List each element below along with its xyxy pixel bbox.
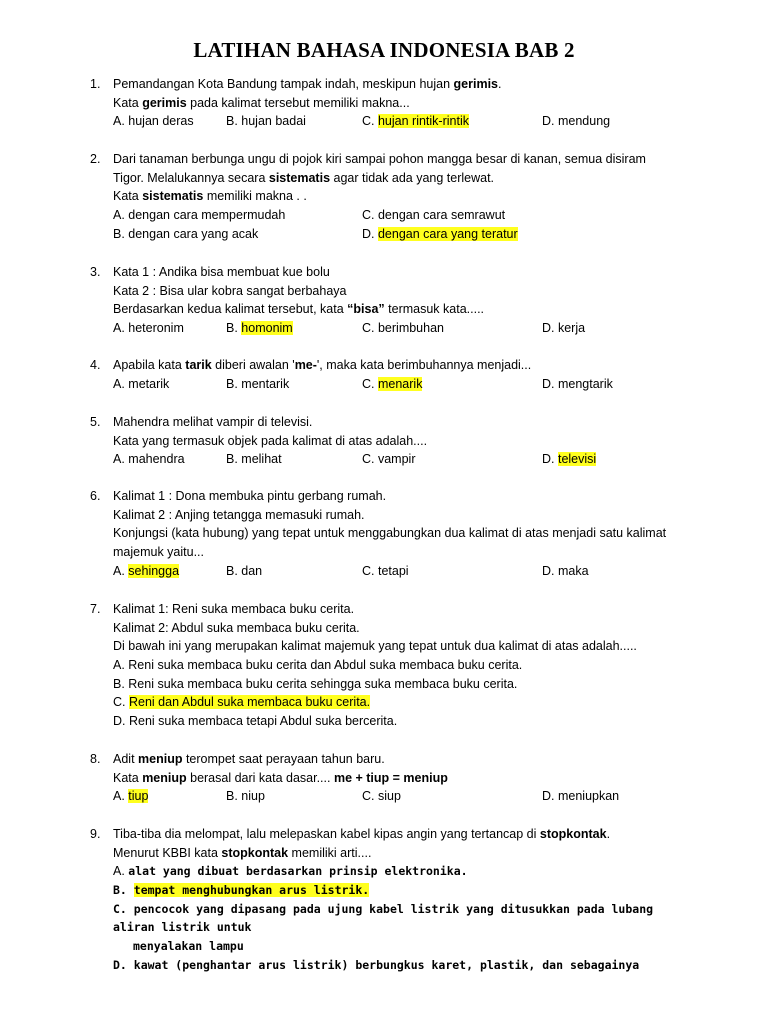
- option-d[interactable]: D. dengan cara yang teratur: [362, 226, 518, 241]
- option-c[interactable]: C. vampir: [362, 452, 416, 467]
- question-number: 2.: [90, 152, 101, 166]
- answer-highlight: homonim: [241, 321, 293, 336]
- option-b[interactable]: B. dan: [226, 563, 263, 578]
- question-prompt: Berdasarkan kedua kalimat tersebut, kata “bisa” termasuk kata.....: [113, 302, 485, 317]
- question-text: Adit meniup terompet saat perayaan tahun baru.: [113, 752, 385, 766]
- option-c[interactable]: C. Reni dan Abdul suka membaca buku cerita.: [113, 695, 371, 710]
- question-number: 1.: [90, 77, 101, 91]
- options-row: [113, 562, 690, 581]
- question-prompt: majemuk yaitu...: [113, 545, 205, 560]
- option-c[interactable]: C. siup: [362, 789, 401, 804]
- option-c[interactable]: C. tetapi: [362, 563, 409, 578]
- option-c[interactable]: C. hujan rintik-rintik: [362, 114, 469, 129]
- option-a[interactable]: A. sehingga: [113, 563, 180, 578]
- question-number: 7.: [90, 602, 101, 616]
- answer-highlight: televisi: [557, 452, 597, 467]
- option-c[interactable]: C. menarik: [362, 376, 423, 391]
- question-number: 3.: [90, 265, 101, 279]
- option-d[interactable]: D. meniupkan: [542, 789, 620, 804]
- option-c[interactable]: C. berimbuhan: [362, 321, 444, 336]
- option-a[interactable]: A. heteronim: [113, 321, 184, 336]
- answer-highlight: Reni dan Abdul suka membaca buku cerita.: [128, 695, 371, 710]
- option-a[interactable]: A. mahendra: [113, 452, 185, 467]
- question-text: Kalimat 1: Reni suka membaca buku cerita.: [113, 602, 355, 616]
- question-text: Apabila kata tarik diberi awalan 'me-', maka kata berimbuhannya menjadi...: [113, 358, 532, 372]
- answer-highlight: tiup: [128, 789, 149, 804]
- option-a[interactable]: A. tiup: [113, 789, 149, 804]
- page-title: LATIHAN BAHASA INDONESIA BAB 2: [193, 38, 575, 62]
- option-d[interactable]: D. kerja: [542, 321, 586, 336]
- options-row: [113, 112, 690, 131]
- question-4: [90, 356, 690, 393]
- option-c[interactable]: C. dengan cara semrawut: [362, 208, 506, 223]
- options-row: [113, 319, 690, 338]
- question-2: [90, 150, 690, 243]
- option-a[interactable]: A. alat yang dibuat berdasarkan prinsip elektronika.: [113, 864, 468, 879]
- option-d[interactable]: D. mendung: [542, 114, 611, 129]
- answer-highlight: menarik: [377, 376, 423, 391]
- question-6: [90, 487, 690, 580]
- options-row: [113, 206, 690, 225]
- option-b[interactable]: B. melihat: [226, 452, 282, 467]
- option-d[interactable]: D. mengtarik: [542, 376, 613, 391]
- options-row: [113, 787, 690, 806]
- options-row: [113, 450, 690, 469]
- option-d[interactable]: D. maka: [542, 563, 589, 578]
- option-d[interactable]: D. Reni suka membaca tetapi Abdul suka bercerita.: [113, 714, 398, 729]
- question-text: Kata 2 : Bisa ular kobra sangat berbahaya: [113, 283, 347, 298]
- question-text: Mahendra melihat vampir di televisi.: [113, 415, 313, 429]
- question-text: Tiba-tiba dia melompat, lalu melepaskan kabel kipas angin yang tertancap di stopkontak.: [113, 827, 611, 841]
- question-text: Kalimat 1 : Dona membuka pintu gerbang rumah.: [113, 489, 387, 503]
- question-text: Tigor. Melalukannya secara sistematis agar tidak ada yang terlewat.: [113, 170, 495, 185]
- option-b[interactable]: B. homonim: [226, 321, 293, 336]
- option-b[interactable]: B. dengan cara yang acak: [113, 226, 259, 241]
- question-prompt: Di bawah ini yang merupakan kalimat majemuk yang tepat untuk dua kalimat di atas adalah.....: [113, 639, 637, 654]
- question-7: [90, 600, 690, 731]
- option-a[interactable]: A. dengan cara mempermudah: [113, 208, 286, 223]
- question-text: Kata 1 : Andika bisa membuat kue bolu: [113, 265, 330, 279]
- question-prompt: Kata meniup berasal dari kata dasar.... me + tiup = meniup: [113, 770, 448, 785]
- options-row: [113, 375, 690, 394]
- question-9: [90, 825, 710, 975]
- question-3: [90, 263, 690, 338]
- answer-highlight: hujan rintik-rintik: [377, 114, 469, 129]
- option-b[interactable]: B. hujan badai: [226, 114, 306, 129]
- question-number: 4.: [90, 358, 101, 372]
- answer-highlight: dengan cara yang teratur: [377, 226, 518, 241]
- option-b[interactable]: B. mentarik: [226, 376, 290, 391]
- option-b[interactable]: B. tempat menghubungkan arus listrik.: [113, 883, 370, 898]
- question-text: Dari tanaman berbunga ungu di pojok kiri sampai pohon mangga besar di kanan, semua disiram: [113, 152, 646, 166]
- answer-highlight: sehingga: [128, 563, 180, 578]
- question-1: [90, 75, 690, 131]
- answer-highlight: tempat menghubungkan arus listrik.: [133, 883, 370, 898]
- question-prompt: Kata yang termasuk objek pada kalimat di atas adalah....: [113, 433, 428, 448]
- option-a[interactable]: A. hujan deras: [113, 114, 194, 129]
- question-prompt: Menurut KBBI kata stopkontak memiliki arti....: [113, 845, 372, 860]
- option-a[interactable]: A. metarik: [113, 376, 170, 391]
- question-number: 5.: [90, 415, 101, 429]
- question-prompt: Kata sistematis memiliki makna . .: [113, 189, 307, 204]
- option-c-continued: menyalakan lampu: [133, 939, 244, 954]
- option-b[interactable]: B. niup: [226, 789, 265, 804]
- options-row: [113, 225, 690, 244]
- question-text: Pemandangan Kota Bandung tampak indah, meskipun hujan gerimis.: [113, 77, 502, 91]
- question-8: [90, 750, 690, 806]
- option-d[interactable]: D. kawat (penghantar arus listrik) berbungkus karet, plastik, dan sebagainya: [113, 957, 640, 972]
- option-a[interactable]: A. Reni suka membaca buku cerita dan Abdul suka membaca buku cerita.: [113, 658, 523, 673]
- option-c-continued: aliran listrik untuk: [113, 920, 252, 935]
- question-text: Kalimat 2 : Anjing tetangga memasuki rumah.: [113, 507, 365, 522]
- option-c[interactable]: C. pencocok yang dipasang pada ujung kabel listrik yang ditusukkan pada lubang: [113, 901, 654, 916]
- question-text: Kalimat 2: Abdul suka membaca buku cerita.: [113, 620, 360, 635]
- question-number: 9.: [90, 827, 101, 841]
- option-d[interactable]: D. televisi: [542, 452, 597, 467]
- question-prompt: Konjungsi (kata hubung) yang tepat untuk menggabungkan dua kalimat di atas menjadi satu kalimat: [113, 526, 667, 541]
- option-b[interactable]: B. Reni suka membaca buku cerita sehingga suka membaca buku cerita.: [113, 676, 518, 691]
- question-5: [90, 413, 690, 469]
- question-number: 6.: [90, 489, 101, 503]
- question-number: 8.: [90, 752, 101, 766]
- question-prompt: Kata gerimis pada kalimat tersebut memiliki makna...: [113, 95, 410, 110]
